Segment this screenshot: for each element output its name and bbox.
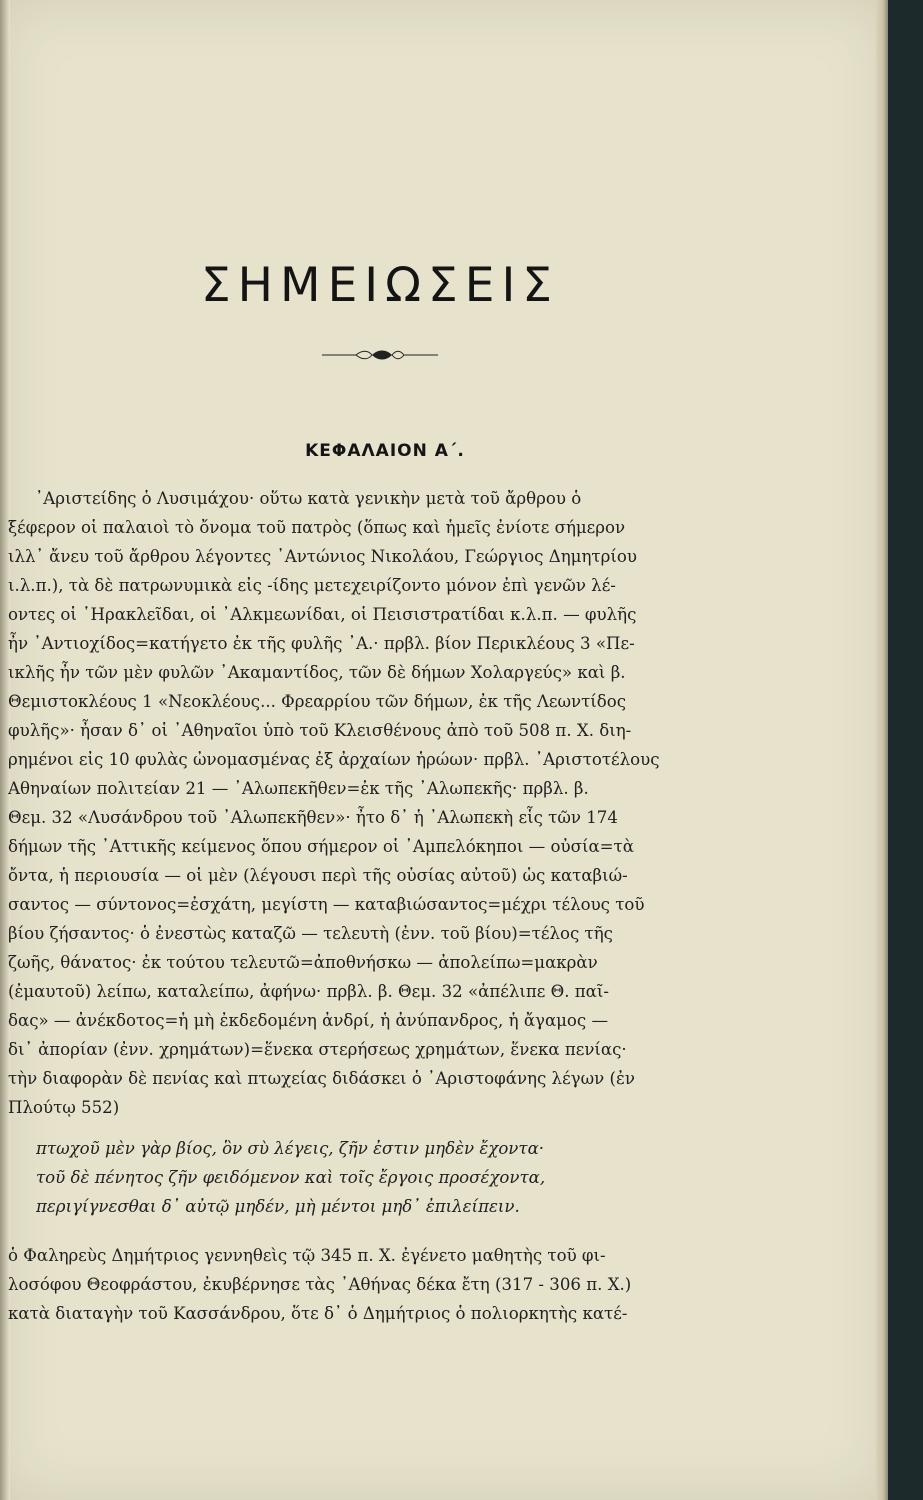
text-line: ι.λ.π.), τὰ δὲ πατρωνυμικὰ εἰς -ίδης μετεχειρίζοντο μόνον ἐπὶ γενῶν λέ- — [8, 576, 616, 595]
text-line: ἦν ᾿Αντιοχίδος=κατήγετο ἐκ τῆς φυλῆς ᾿Α.· πρβλ. βίον Περικλέους 3 «Πε- — [8, 634, 635, 653]
text-line: οντες οἱ ῾Ηρακλεῖδαι, οἱ ᾿Αλκμεωνίδαι, οἱ Πεισιστρατίδαι κ.λ.π. — φυλῆς — [8, 605, 637, 624]
verse-line: πτωχοῦ μὲν γὰρ βίος, ὃν σὺ λέγεις, ζῆν ἐστιν μηδὲν ἔχοντα· — [36, 1139, 545, 1158]
page-title: ΣΗΜΕΙΩΣΕΙΣ — [200, 258, 559, 313]
text-line: δι᾿ ἀπορίαν (ἐνν. χρημάτων)=ἕνεκα στερήσεως χρημάτων, ἕνεκα πενίας· — [8, 1040, 627, 1059]
notes-text — [8, 484, 773, 1328]
text-line: ζωῆς, θάνατος· ἐκ τούτου τελευτῶ=ἀποθνήσκω — ἀπολείπω=μακρὰν — [8, 953, 598, 972]
text-line: λοσόφου Θεοφράστου, ἐκυβέρνησε τὰς ᾿Αθήνας δέκα ἔτη (317 - 306 π. Χ.) — [8, 1275, 632, 1294]
page-edge-shadow — [876, 0, 888, 1500]
text-line: Πλούτῳ 552) — [8, 1098, 120, 1117]
text-line: βίου ζήσαντος· ὁ ἐνεστὼς καταζῶ — τελευτὴ (ἐνν. τοῦ βίου)=τέλος τῆς — [8, 924, 613, 943]
text-line: ᾿Αριστείδης ὁ Λυσιμάχου· οὕτω κατὰ γενικὴν μετὰ τοῦ ἄρθρου ὁ — [35, 489, 582, 508]
text-line: ρημένοι εἰς 10 φυλὰς ὠνομασμένας ἐξ ἀρχαίων ἡρώων· πρβλ. ᾿Αριστοτέλους — [8, 750, 660, 769]
chapter-heading: ΚΕΦΑΛΑΙΟΝ Α΄. — [305, 441, 465, 461]
text-line: ξέφερον οἱ παλαιοὶ τὸ ὄνομα τοῦ πατρὸς (ὅπως καὶ ἡμεῖς ἐνίοτε σήμερον — [8, 518, 626, 537]
text-line: (ἐμαυτοῦ) λείπω, καταλείπω, ἀφήνω· πρβλ. β. Θεμ. 32 «ἀπέλιπε Θ. παῖ- — [8, 982, 609, 1001]
text-line: Αθηναίων πολιτείαν 21 — ᾿Αλωπεκῆθεν=ἐκ τῆς ᾿Αλωπεκῆς· πρβλ. β. — [8, 779, 589, 798]
text-line: ικλῆς ἦν τῶν μὲν φυλῶν ᾿Ακαμαντίδος, τῶν δὲ δήμων Χολαργεύς» καὶ β. — [8, 663, 626, 682]
verse-line: τοῦ δὲ πένητος ζῆν φειδόμενον καὶ τοῖς ἔργοις προσέχοντα, — [36, 1168, 546, 1187]
verse-line: περιγίγνεσθαι δ᾿ αὐτῷ μηδέν, μὴ μέντοι μηδ᾿ ἐπιλείπειν. — [36, 1197, 520, 1216]
text-line: Θεμ. 32 «Λυσάνδρου τοῦ ᾿Αλωπεκῆθεν»· ἦτο δ᾿ ἡ ᾿Αλωπεκὴ εἷς τῶν 174 — [8, 808, 618, 827]
text-line: ὄντα, ἡ περιουσία — οἱ μὲν (λέγουσι περὶ τῆς οὐσίας αὐτοῦ) ὡς καταβιώ- — [8, 866, 628, 885]
text-line: ὁ Φαληρεὺς Δημήτριος γεννηθεὶς τῷ 345 π. Χ. ἐγένετο μαθητὴς τοῦ φι- — [8, 1246, 606, 1265]
text-line: τὴν διαφορὰν δὲ πενίας καὶ πτωχείας διδάσκει ὁ ᾿Αριστοφάνης λέγων (ἐν — [8, 1069, 635, 1088]
ornament-divider-icon — [320, 349, 440, 361]
text-line: σαντος — σύντονος=ἐσχάτη, μεγίστη — καταβιώσαντος=μέχρι τέλους τοῦ — [8, 895, 645, 914]
text-line: φυλῆς»· ἦσαν δ᾿ οἱ ᾿Αθηναῖοι ὑπὸ τοῦ Κλεισθένους ἀπὸ τοῦ 508 π. Χ. διη- — [8, 721, 632, 740]
following-paragraph — [8, 1241, 773, 1328]
verse-quotation — [8, 1134, 773, 1221]
text-line: ιλλ᾿ ἄνευ τοῦ ἄρθρου λέγοντες ᾿Αντώνιος Νικολάου, Γεώργιος Δημητρίου — [8, 547, 637, 566]
text-line: δας» — ἀνέκδοτος=ἡ μὴ ἐκδεδομένη ἀνδρί, ἡ ἀνύπανδρος, ἡ ἄγαμος — — [8, 1011, 609, 1030]
text-line: δήμων τῆς ᾿Αττικῆς κείμενος ὅπου σήμερον οἱ ᾿Αμπελόκηποι — οὐσία=τὰ — [8, 837, 634, 856]
text-line: κατὰ διαταγὴν τοῦ Κασσάνδρου, ὅτε δ᾿ ὁ Δημήτριος ὁ πολιορκητὴς κατέ- — [8, 1304, 628, 1323]
text-line: Θεμιστοκλέους 1 «Νεοκλέους... Φρεαρρίου τῶν δήμων, ἐκ τῆς Λεωντίδος — [8, 692, 627, 711]
